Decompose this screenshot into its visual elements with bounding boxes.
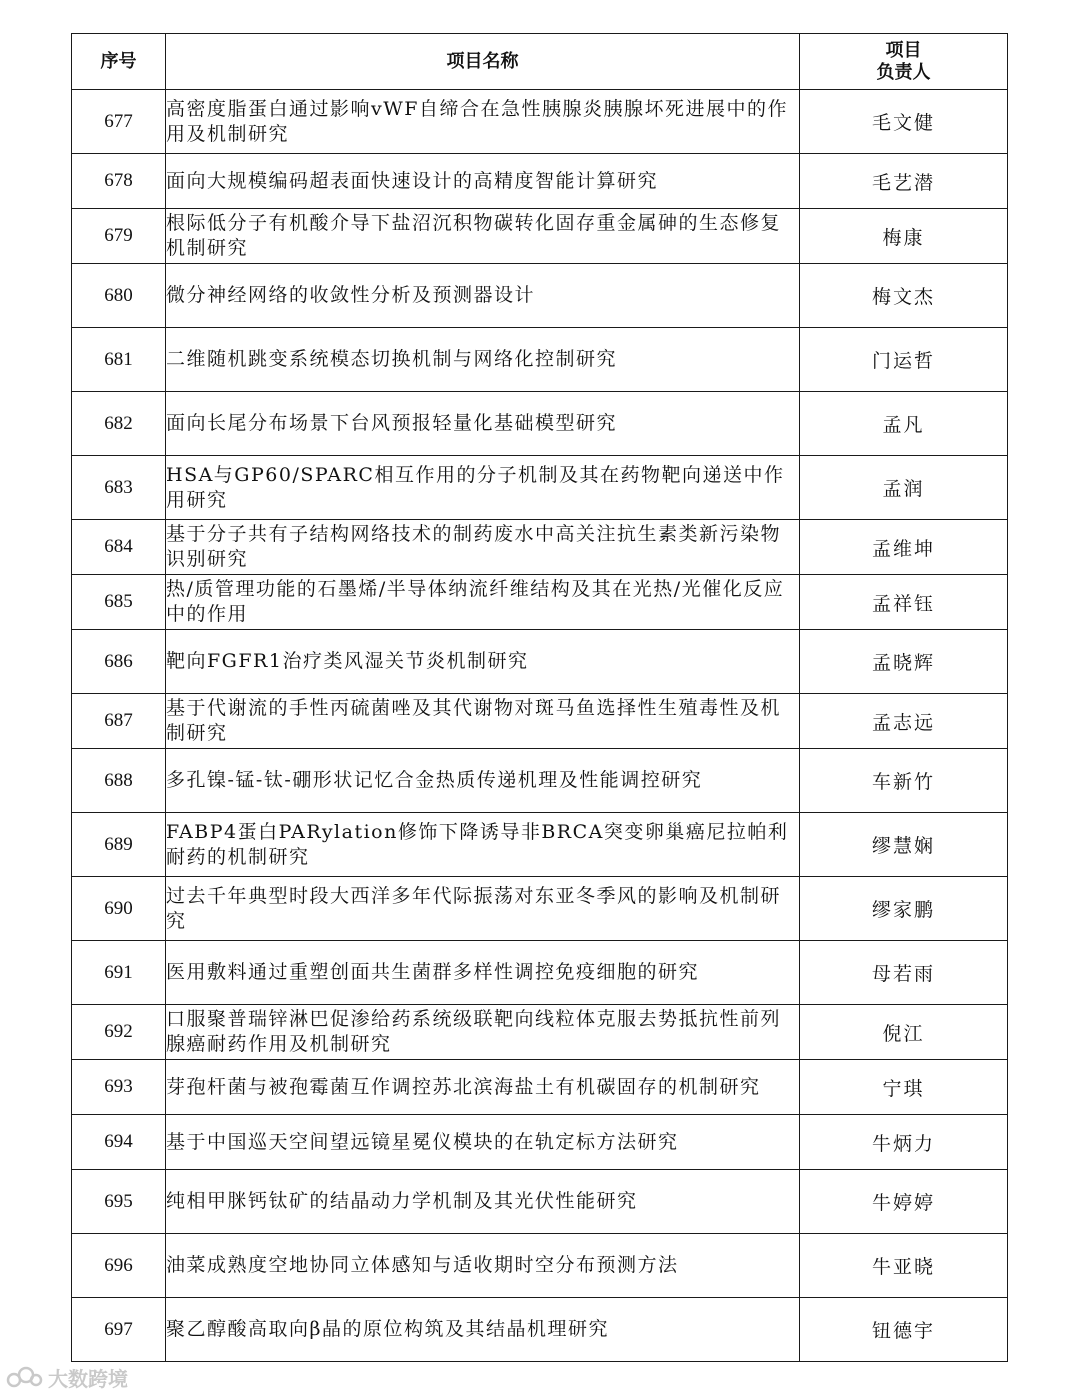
table-row [72, 1170, 1008, 1234]
project-name: 热/质管理功能的石墨烯/半导体纳流纤维结构及其在光热/光催化反应中的作用 [166, 575, 800, 630]
project-name: 根际低分子有机酸介导下盐沼沉积物碳转化固存重金属砷的生态修复机制研究 [166, 209, 800, 264]
row-number: 685 [72, 575, 166, 630]
project-lead: 孟润 [800, 456, 1008, 520]
project-lead: 梅文杰 [800, 264, 1008, 328]
project-name: 高密度脂蛋白通过影响vWF自缔合在急性胰腺炎胰腺坏死进展中的作用及机制研究 [166, 90, 800, 154]
project-lead: 母若雨 [800, 941, 1008, 1005]
project-lead: 缪慧娴 [800, 813, 1008, 877]
row-number: 694 [72, 1115, 166, 1170]
table-row [72, 328, 1008, 392]
header-project-lead [800, 34, 1008, 90]
project-lead: 宁琪 [800, 1060, 1008, 1115]
table-row [72, 1234, 1008, 1298]
project-name: 基于分子共有子结构网络技术的制药废水中高关注抗生素类新污染物识别研究 [166, 520, 800, 575]
project-lead: 孟凡 [800, 392, 1008, 456]
project-name: 过去千年典型时段大西洋多年代际振荡对东亚冬季风的影响及机制研究 [166, 877, 800, 941]
header-lead-line2: 负责人 [876, 61, 931, 83]
project-name: 油菜成熟度空地协同立体感知与适收期时空分布预测方法 [166, 1234, 800, 1298]
watermark-text: 大数跨境 [48, 1367, 128, 1391]
project-name: 医用敷料通过重塑创面共生菌群多样性调控免疫细胞的研究 [166, 941, 800, 1005]
header-no: 序号 [72, 34, 166, 90]
project-lead: 牛炳力 [800, 1115, 1008, 1170]
row-number: 693 [72, 1060, 166, 1115]
table-row [72, 1298, 1008, 1362]
project-lead: 牛亚晓 [800, 1234, 1008, 1298]
project-name: 二维随机跳变系统模态切换机制与网络化控制研究 [166, 328, 800, 392]
table-row [72, 90, 1008, 154]
project-name: FABP4蛋白PARylation修饰下降诱导非BRCA突变卵巢癌尼拉帕利耐药的机制研究 [166, 813, 800, 877]
row-number: 678 [72, 154, 166, 209]
table-row [72, 630, 1008, 694]
project-name: 纯相甲脒钙钛矿的结晶动力学机制及其光伏性能研究 [166, 1170, 800, 1234]
table-row [72, 1005, 1008, 1060]
table-header-row [72, 34, 1008, 90]
row-number: 679 [72, 209, 166, 264]
project-lead: 毛文健 [800, 90, 1008, 154]
row-number: 695 [72, 1170, 166, 1234]
header-project-name: 项目名称 [166, 34, 800, 90]
project-name: 聚乙醇酸高取向β晶的原位构筑及其结晶机理研究 [166, 1298, 800, 1362]
project-lead: 孟维坤 [800, 520, 1008, 575]
row-number: 680 [72, 264, 166, 328]
project-name: 口服聚普瑞锌淋巴促渗给药系统级联靶向线粒体克服去势抵抗性前列腺癌耐药作用及机制研究 [166, 1005, 800, 1060]
row-number: 677 [72, 90, 166, 154]
table-row [72, 154, 1008, 209]
project-table [71, 33, 1008, 1362]
project-lead: 牛婷婷 [800, 1170, 1008, 1234]
row-number: 686 [72, 630, 166, 694]
project-lead: 毛艺潜 [800, 154, 1008, 209]
row-number: 692 [72, 1005, 166, 1060]
cloud-chat-logo-icon [6, 1366, 44, 1390]
project-name: 微分神经网络的收敛性分析及预测器设计 [166, 264, 800, 328]
row-number: 690 [72, 877, 166, 941]
project-lead: 梅康 [800, 209, 1008, 264]
row-number: 691 [72, 941, 166, 1005]
row-number: 689 [72, 813, 166, 877]
project-lead: 钮德宇 [800, 1298, 1008, 1362]
table-row [72, 1060, 1008, 1115]
table-row [72, 392, 1008, 456]
table-row [72, 877, 1008, 941]
table-row [72, 264, 1008, 328]
project-name: 面向大规模编码超表面快速设计的高精度智能计算研究 [166, 154, 800, 209]
table-row [72, 813, 1008, 877]
row-number: 687 [72, 694, 166, 749]
table-row [72, 520, 1008, 575]
project-name: 基于中国巡天空间望远镜星冕仪模块的在轨定标方法研究 [166, 1115, 800, 1170]
project-name: HSA与GP60/SPARC相互作用的分子机制及其在药物靶向递送中作用研究 [166, 456, 800, 520]
project-lead: 孟志远 [800, 694, 1008, 749]
project-name: 基于代谢流的手性丙硫菌唑及其代谢物对斑马鱼选择性生殖毒性及机制研究 [166, 694, 800, 749]
project-lead: 孟祥钰 [800, 575, 1008, 630]
project-lead: 缪家鹏 [800, 877, 1008, 941]
row-number: 682 [72, 392, 166, 456]
project-lead: 倪江 [800, 1005, 1008, 1060]
table-row [72, 1115, 1008, 1170]
project-name: 芽孢杆菌与被孢霉菌互作调控苏北滨海盐土有机碳固存的机制研究 [166, 1060, 800, 1115]
row-number: 696 [72, 1234, 166, 1298]
project-name: 靶向FGFR1治疗类风湿关节炎机制研究 [166, 630, 800, 694]
project-lead: 门运哲 [800, 328, 1008, 392]
project-name: 多孔镍-锰-钛-硼形状记忆合金热质传递机理及性能调控研究 [166, 749, 800, 813]
row-number: 697 [72, 1298, 166, 1362]
table-row [72, 209, 1008, 264]
project-name: 面向长尾分布场景下台风预报轻量化基础模型研究 [166, 392, 800, 456]
project-lead: 车新竹 [800, 749, 1008, 813]
table-row [72, 941, 1008, 1005]
table-row [72, 575, 1008, 630]
watermark [6, 1363, 128, 1392]
header-lead-line1: 项目 [885, 39, 922, 61]
table-row [72, 456, 1008, 520]
row-number: 688 [72, 749, 166, 813]
table-row [72, 694, 1008, 749]
project-lead: 孟晓辉 [800, 630, 1008, 694]
row-number: 681 [72, 328, 166, 392]
row-number: 683 [72, 456, 166, 520]
table-row [72, 749, 1008, 813]
row-number: 684 [72, 520, 166, 575]
